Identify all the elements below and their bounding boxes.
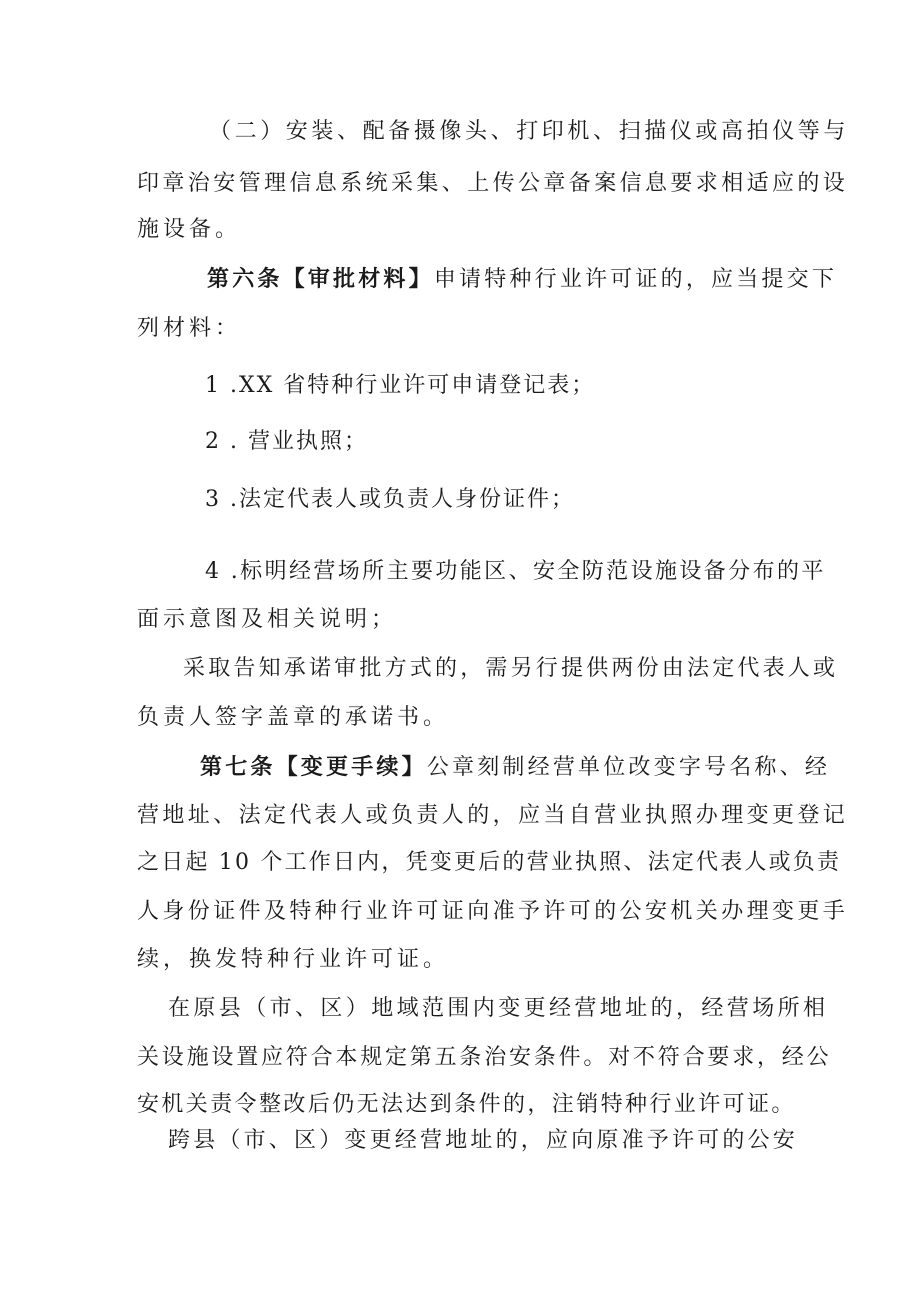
article-6-heading: 第六条【审批材料】: [207, 267, 434, 292]
paragraph-line: 跨县（市、区）变更经营地址的，应向原准予许可的公安: [168, 1128, 799, 1153]
paragraph-line: 列材料：: [137, 316, 242, 341]
paragraph-line: 施设备。: [137, 217, 242, 242]
paragraph-line: 面示意图及相关说明；: [137, 607, 398, 632]
paragraph-line: 关设施设置应符合本规定第五条治安条件。对不符合要求，经公: [137, 1045, 832, 1070]
paragraph-line: （二）安装、配备摄像头、打印机、扫描仪或高拍仪等与: [209, 119, 850, 144]
article-6-paragraph: [207, 265, 862, 295]
paragraph-line: 在原县（市、区）地域范围内变更经营地址的，经营场所相: [168, 996, 829, 1021]
list-item: 1 .XX 省特种行业许可申请登记表；: [205, 373, 596, 398]
list-item: 4 .标明经营场所主要功能区、安全防范设施设备分布的平: [205, 559, 826, 584]
paragraph-line: 申请特种行业许可证的，应当提交下: [433, 267, 838, 292]
paragraph-line: 印章治安管理信息系统采集、上传公章备案信息要求相适应的设: [137, 171, 849, 196]
paragraph-line: 负责人签字盖章的承诺书。: [137, 705, 450, 730]
article-7-paragraph: [200, 753, 855, 783]
paragraph-line: 采取告知承诺审批方式的，需另行提供两份由法定代表人或: [183, 656, 839, 681]
article-7-heading: 第七条【变更手续】: [200, 755, 427, 780]
list-item: 3 .法定代表人或负责人身份证件；: [205, 487, 575, 512]
paragraph-line: 之日起 10 个工作日内，凭变更后的营业执照、法定代表人或负责: [137, 850, 842, 875]
paragraph-line: 安机关责令整改后仍无法达到条件的，注销特种行业许可证。: [137, 1092, 796, 1117]
paragraph-line: 人身份证件及特种行业许可证向准予许可的公安机关办理变更手: [137, 899, 849, 924]
paragraph-line: 营地址、法定代表人或负责人的，应当自营业执照办理变更登记: [137, 803, 849, 828]
list-item: 2 . 营业执照；: [205, 429, 368, 454]
paragraph-line: 公章刻制经营单位改变字号名称、经: [426, 755, 831, 780]
paragraph-line: 续，换发特种行业许可证。: [137, 947, 450, 972]
